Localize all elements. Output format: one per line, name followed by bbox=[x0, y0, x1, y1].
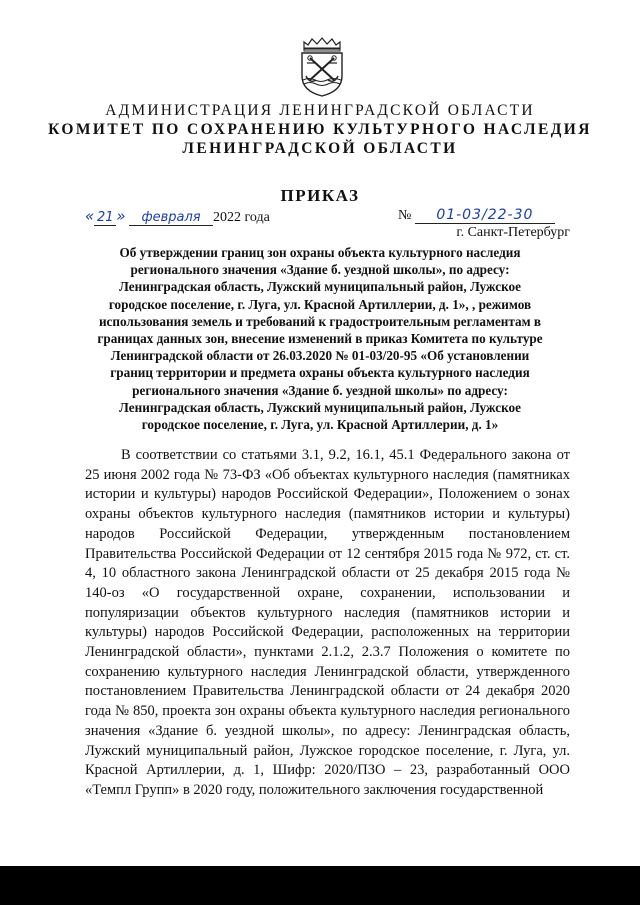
date-year: 2022 года bbox=[213, 210, 270, 225]
date-quote-open: « bbox=[85, 207, 95, 225]
date-month: февраля bbox=[129, 210, 213, 226]
document-date bbox=[85, 207, 270, 226]
document-body-paragraph: В соответствии со статьями 3.1, 9.2, 16.1, 45.1 Федерального закона от 25 июня 2002 года № 73-ФЗ «Об объектах культурного наследия (памятниках истории и культуры) народов Российской Федерации», Положением о зонах охраны объектов культурного наследия (памятников истории и культуры) народов Российской Федерации, утвержденным постановлением Правительства Российской Федерации от 12 сентября 2015 года № 972, ст. ст. 4, 10 областного закона Ленинградской области от 25 декабря 2015 года № 140-оз «О государственной охране, сохранении, использовании и популяризации объектов культурного наследия (памятников истории и культуры) народов Российской Федерации, расположенных на территории Ленинградской области», пунктами 2.1.2, 2.3.7 Положения о комитете по сохранению культурного наследия Ленинградской области, утвержденного постановлением Правительства Ленинградской области от 24 декабря 2020 года № 850, проекта зон охраны объекта культурного наследия регионального значения «Здание б. уездной школы», по адресу: Ленинградская область, Лужский муниципальный район, Лужское городское поселение, г. Луга, ул. Красной Артиллерии, д. 1, Шифр: 2020/ПЗО – 23, разработанный ООО «Темпл Групп» в 2020 году, положительного заключения государственной bbox=[85, 447, 570, 798]
number-value: 01-03/22-30 bbox=[415, 207, 555, 224]
number-label: № bbox=[398, 208, 412, 223]
organization-line-1: АДМИНИСТРАЦИЯ ЛЕНИНГРАДСКОЙ ОБЛАСТИ bbox=[105, 102, 535, 119]
document-type-title: ПРИКАЗ bbox=[280, 186, 360, 205]
organization-line-2: КОМИТЕТ ПО СОХРАНЕНИЮ КУЛЬТУРНОГО НАСЛЕДИЯ bbox=[48, 121, 592, 138]
organization-line-3: ЛЕНИНГРАДСКОЙ ОБЛАСТИ bbox=[182, 140, 458, 157]
date-day: 21 bbox=[94, 210, 116, 226]
document-subject: Об утверждении границ зон охраны объекта культурного наследия регионального значения «Здание б. уездной школы», по адресу: Ленинградская область, Лужский муниципальный район, Лужское городское поселение, г. Луга, ул. Красной Артиллерии, д. 1», , режимов использования земель и требований к градостроительным регламентам в границах данных зон, внесение изменений в приказ Комитета по культуре Ленинградской области от 26.03.2020 № 01-03/20-95 «Об установлении границ территории и предмета охраны объекта культурного наследия регионального значения «Здание б. уездной школы» по адресу: Ленинградская область, Лужский муниципальный район, Лужское городское поселение, г. Луга, ул. Красной Артиллерии, д. 1» bbox=[97, 245, 543, 433]
scan-bottom-edge bbox=[0, 866, 640, 905]
coat-of-arms-icon bbox=[297, 36, 347, 98]
date-quote-close: » bbox=[116, 207, 126, 225]
document-number bbox=[398, 207, 555, 224]
document-city: г. Санкт-Петербург bbox=[456, 225, 570, 240]
